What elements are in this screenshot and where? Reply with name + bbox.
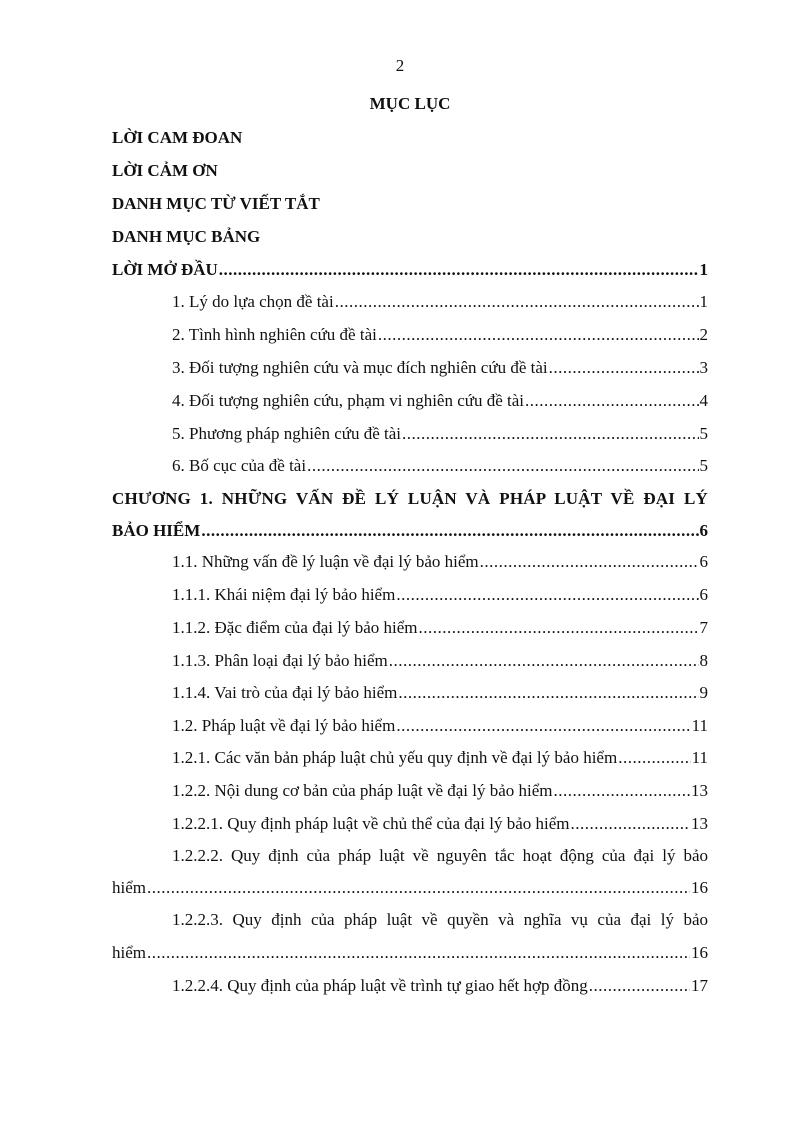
toc-entry-label: 4. Đối tượng nghiên cứu, phạm vi nghiên cứu đề tài: [172, 391, 525, 410]
toc-entry-wrapped[interactable]: [112, 878, 708, 898]
toc-entry[interactable]: [172, 358, 708, 378]
toc-entry-page: 17: [691, 976, 708, 995]
toc-entry-page: 11: [691, 748, 708, 767]
page-number: 2: [395, 56, 405, 75]
toc-entry-page: 6: [699, 585, 708, 604]
toc-leader-dots: [389, 651, 699, 671]
toc-entry[interactable]: [172, 552, 708, 572]
toc-entry[interactable]: [172, 716, 708, 736]
toc-leader-dots: [147, 943, 690, 963]
toc-entry-page: 1: [699, 292, 708, 311]
toc-leader-dots: [402, 424, 698, 444]
toc-entry-intro[interactable]: [112, 260, 708, 280]
toc-entry-page: 1: [699, 260, 708, 279]
toc-entry-label: 1. Lý do lựa chọn đề tài: [172, 292, 334, 311]
toc-entry-label: 3. Đối tượng nghiên cứu và mục đích nghiên cứu đề tài: [172, 358, 548, 377]
toc-entry-page: 2: [699, 325, 708, 344]
toc-entry-page: 9: [699, 683, 708, 702]
toc-entry-page: 5: [699, 456, 708, 475]
toc-entry-label: 1.2.1. Các văn bản pháp luật chủ yếu quy định về đại lý bảo hiểm: [172, 748, 618, 767]
toc-leader-dots: [398, 683, 698, 703]
toc-entry[interactable]: [172, 391, 708, 411]
toc-front-danh-muc-bang[interactable]: DANH MỤC BẢNG: [112, 227, 261, 246]
toc-leader-dots: [307, 456, 698, 476]
toc-entry[interactable]: [172, 292, 708, 312]
toc-entry-label: 5. Phương pháp nghiên cứu đề tài: [172, 424, 402, 443]
toc-entry-page: 16: [691, 943, 708, 962]
toc-leader-dots: [335, 292, 699, 312]
toc-front-cam-doan[interactable]: LỜI CAM ĐOAN: [112, 128, 243, 147]
toc-entry-wrapped-line1[interactable]: 1.2.2.2. Quy định của pháp luật về nguyên tắc hoạt động của đại lý bảo: [172, 846, 708, 865]
toc-entry-page: 7: [699, 618, 708, 637]
toc-entry-wrapped-line1[interactable]: 1.2.2.3. Quy định của pháp luật về quyền và nghĩa vụ của đại lý bảo: [172, 910, 708, 929]
toc-entry[interactable]: [172, 683, 708, 703]
toc-entry-wrapped[interactable]: [112, 943, 708, 963]
toc-front-cam-on[interactable]: LỜI CẢM ƠN: [112, 161, 218, 180]
toc-entry-label: 2. Tình hình nghiên cứu đề tài: [172, 325, 377, 344]
toc-entry[interactable]: [172, 424, 708, 444]
toc-entry[interactable]: [172, 976, 708, 996]
toc-entry-page: 13: [691, 814, 708, 833]
toc-entry-page: 4: [699, 391, 708, 410]
toc-entry-label: 1.1. Những vấn đề lý luận về đại lý bảo hiểm: [172, 552, 479, 571]
toc-entry[interactable]: [172, 814, 708, 834]
toc-entry-label: 1.2.2. Nội dung cơ bản của pháp luật về đại lý bảo hiểm: [172, 781, 553, 800]
toc-entry-page: 11: [691, 716, 708, 735]
toc-entry-label: 1.2. Pháp luật về đại lý bảo hiểm: [172, 716, 396, 735]
toc-entry-label: 1.1.4. Vai trò của đại lý bảo hiểm: [172, 683, 398, 702]
toc-entry-page: 6: [699, 552, 708, 571]
toc-leader-dots: [396, 716, 690, 736]
toc-entry-page: 5: [699, 424, 708, 443]
toc-leader-dots: [378, 325, 699, 345]
toc-entry[interactable]: [172, 651, 708, 671]
toc-leader-dots: [480, 552, 699, 572]
toc-title: MỤC LỤC: [369, 94, 451, 113]
toc-leader-dots: [571, 814, 690, 834]
toc-entry[interactable]: [172, 781, 708, 801]
toc-leader-dots: [219, 260, 699, 280]
toc-leader-dots: [418, 618, 698, 638]
toc-leader-dots: [201, 521, 698, 541]
toc-leader-dots: [549, 358, 699, 378]
toc-entry-label: 1.1.3. Phân loại đại lý bảo hiểm: [172, 651, 388, 670]
toc-entry-label: 6. Bố cục của đề tài: [172, 456, 307, 475]
toc-chapter1-heading[interactable]: CHƯƠNG 1. NHỮNG VẤN ĐỀ LÝ LUẬN VÀ PHÁP LUẬT VỀ ĐẠI LÝ: [112, 489, 708, 508]
toc-entry-label: hiểm: [112, 878, 146, 897]
toc-entry-page: 8: [699, 651, 708, 670]
toc-entry-page: 3: [699, 358, 708, 377]
toc-entry[interactable]: [172, 325, 708, 345]
toc-leader-dots: [618, 748, 690, 768]
toc-entry[interactable]: [172, 456, 708, 476]
toc-leader-dots: [147, 878, 690, 898]
toc-entry-label: 1.1.1. Khái niệm đại lý bảo hiểm: [172, 585, 396, 604]
toc-leader-dots: [554, 781, 690, 801]
toc-leader-dots: [589, 976, 690, 996]
toc-entry-label: 1.1.2. Đặc điểm của đại lý bảo hiểm: [172, 618, 418, 637]
toc-entry-label: hiểm: [112, 943, 146, 962]
toc-entry-label: BẢO HIỂM: [112, 521, 201, 540]
toc-leader-dots: [525, 391, 698, 411]
toc-entry[interactable]: [172, 748, 708, 768]
toc-entry-label: 1.2.2.4. Quy định của pháp luật về trình tự giao hết hợp đồng: [172, 976, 588, 995]
toc-front-viet-tat[interactable]: DANH MỤC TỪ VIẾT TẮT: [112, 194, 320, 213]
toc-leader-dots: [396, 585, 698, 605]
toc-entry[interactable]: [172, 618, 708, 638]
toc-entry-page: 6: [699, 521, 708, 540]
toc-entry-page: 16: [691, 878, 708, 897]
toc-entry-chapter1[interactable]: [112, 521, 708, 541]
toc-entry-label: 1.2.2.1. Quy định pháp luật về chủ thể của đại lý bảo hiểm: [172, 814, 570, 833]
toc-entry-page: 13: [691, 781, 708, 800]
toc-entry[interactable]: [172, 585, 708, 605]
toc-entry-label: LỜI MỞ ĐẦU: [112, 260, 218, 279]
